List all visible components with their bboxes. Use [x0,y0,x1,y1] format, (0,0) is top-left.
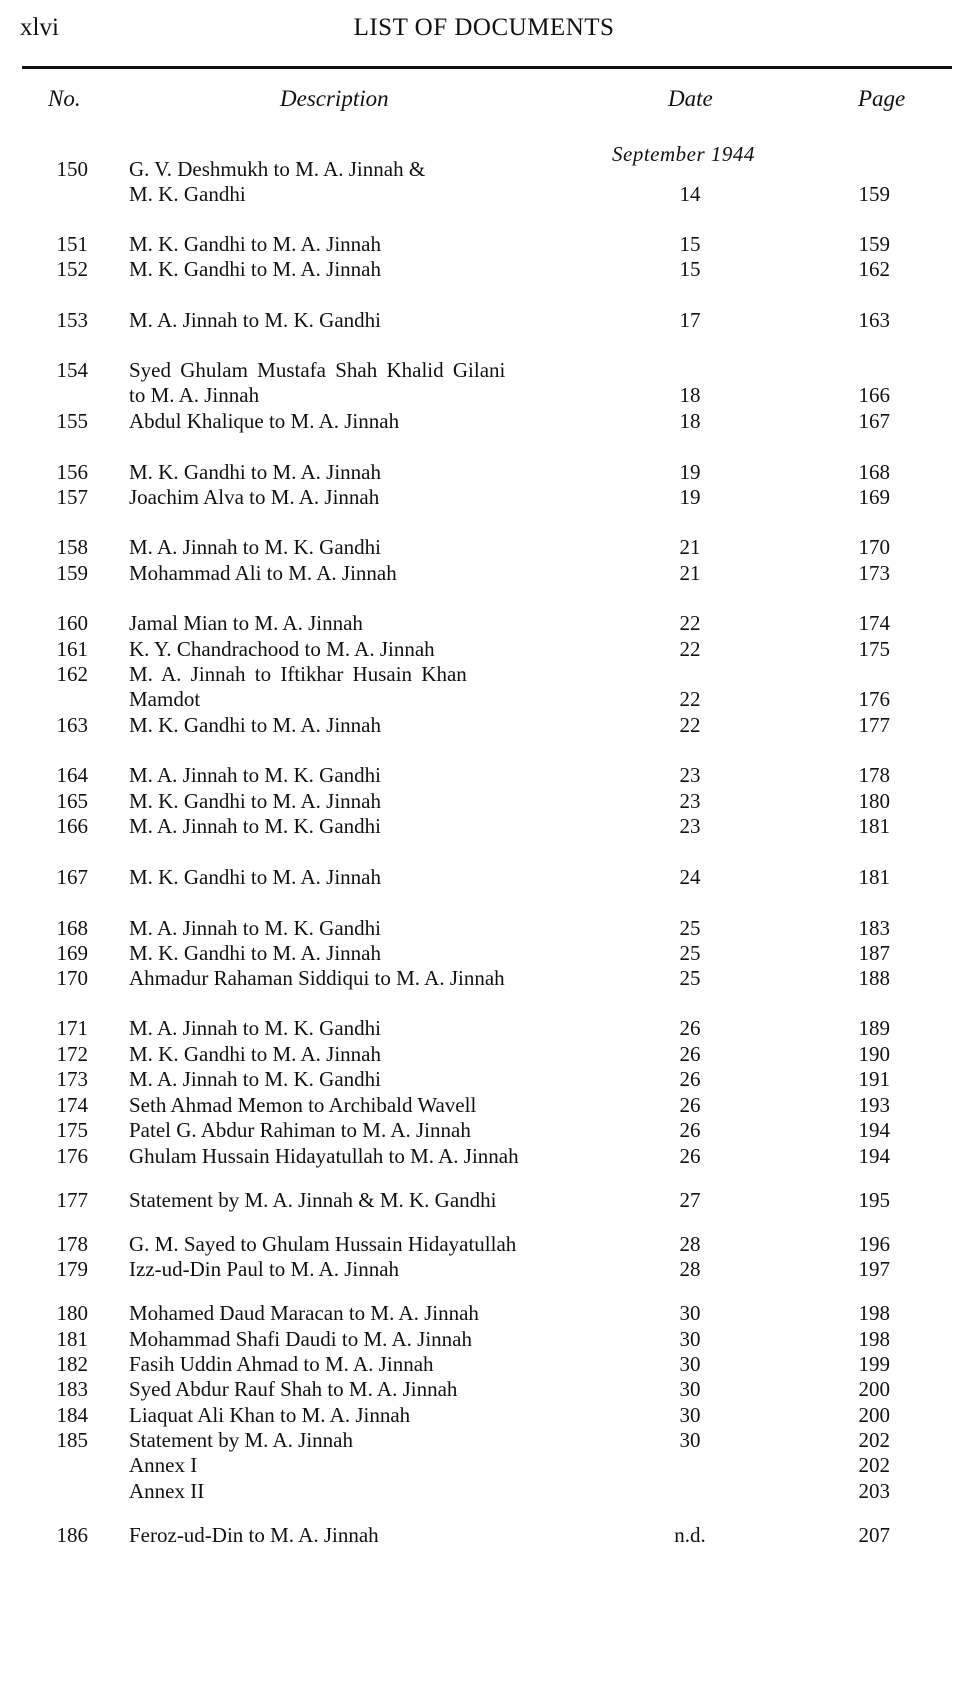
document-page: 194 [858,1118,890,1142]
table-row [0,1427,968,1454]
document-description: M. K. Gandhi to M. A. Jinnah [129,789,381,813]
table-row [0,560,968,587]
document-number: 168 [56,916,88,940]
document-page: 203 [858,1479,890,1503]
document-page: 187 [858,941,890,965]
document-description: to M. A. Jinnah [129,383,260,407]
document-description: M. K. Gandhi to M. A. Jinnah [129,941,381,965]
table-row [0,1143,968,1170]
document-date: 30 [679,1428,701,1452]
table-row [0,1231,968,1258]
document-description: Mohamed Daud Maracan to M. A. Jinnah [129,1301,479,1325]
document-description: Annex II [129,1479,205,1503]
table-row [0,156,968,183]
document-page: 162 [858,257,890,281]
table-row [0,1117,968,1144]
table-row [0,610,968,637]
document-number: 169 [56,941,88,965]
document-page: 181 [858,814,890,838]
document-page: 198 [858,1327,890,1351]
table-row [0,1041,968,1068]
document-description: M. K. Gandhi to M. A. Jinnah [129,257,381,281]
document-page: 175 [858,637,890,661]
document-number: 163 [56,713,88,737]
document-description: K. Y. Chandrachood to M. A. Jinnah [129,637,435,661]
document-page: 193 [858,1093,890,1117]
document-date: 28 [679,1257,701,1281]
document-number: 171 [56,1016,88,1040]
document-number: 157 [56,485,88,509]
document-date: 23 [679,763,701,787]
document-date: 23 [679,814,701,838]
document-page: 202 [858,1453,890,1477]
column-header-no: No. [48,86,81,111]
document-date: 18 [679,383,701,407]
document-description: G. M. Sayed to Ghulam Hussain Hidayatullah [129,1232,517,1256]
document-date: 26 [679,1144,701,1168]
table-row [0,1376,968,1403]
document-date: 19 [679,485,701,509]
document-number: 170 [56,966,88,990]
document-date: 30 [679,1301,701,1325]
document-date: 22 [679,637,701,661]
document-description: Syed Abdur Rauf Shah to M. A. Jinnah [129,1377,458,1401]
document-page: 167 [858,409,890,433]
table-row [0,1522,968,1549]
table-row [0,408,968,435]
document-date: 22 [679,713,701,737]
document-description: G. V. Deshmukh to M. A. Jinnah & [129,157,426,181]
document-page: 202 [858,1428,890,1452]
table-row [0,1300,968,1327]
document-description: Liaquat Ali Khan to M. A. Jinnah [129,1403,411,1427]
document-page: 189 [858,1016,890,1040]
document-description: Joachim Alva to M. A. Jinnah [129,485,380,509]
column-header-description: Description [280,86,389,111]
page-number: xlvi [20,14,59,41]
column-header-page: Page [858,86,906,111]
document-description: Ghulam Hussain Hidayatullah to M. A. Jinnah [129,1144,519,1168]
document-number: 184 [56,1403,88,1427]
document-page: 199 [858,1352,890,1376]
document-description: M. K. Gandhi to M. A. Jinnah [129,460,381,484]
document-page: 174 [858,611,890,635]
document-page: 183 [858,916,890,940]
table-row [0,762,968,789]
document-description: Jamal Mian to M. A. Jinnah [129,611,363,635]
document-number: 180 [56,1301,88,1325]
document-number: 150 [56,157,88,181]
column-header-date: Date [668,86,713,111]
document-date: 21 [679,561,701,585]
document-number: 154 [56,358,88,382]
document-description: M. A. Jinnah to M. K. Gandhi [129,916,381,940]
document-page: 200 [858,1377,890,1401]
document-number: 174 [56,1093,88,1117]
document-date: 17 [679,308,701,332]
table-row [0,256,968,283]
month-heading: September 1944 [612,142,755,166]
table-row [0,307,968,334]
document-description: M. A. Jinnah to Iftikhar Husain Khan [129,662,467,686]
document-date: 26 [679,1016,701,1040]
document-date: 18 [679,409,701,433]
document-number: 181 [56,1327,88,1351]
document-date: 15 [679,257,701,281]
document-date: 22 [679,687,701,711]
document-number: 153 [56,308,88,332]
document-number: 160 [56,611,88,635]
document-description: Seth Ahmad Memon to Archibald Wavell [129,1093,477,1117]
document-page: 198 [858,1301,890,1325]
document-page: 191 [858,1067,890,1091]
document-date: 15 [679,232,701,256]
document-date: 30 [679,1403,701,1427]
document-number: 182 [56,1352,88,1376]
table-row [0,661,968,688]
document-description: M. A. Jinnah to M. K. Gandhi [129,308,381,332]
document-page: 166 [858,383,890,407]
document-page: 180 [858,789,890,813]
document-description: M. K. Gandhi to M. A. Jinnah [129,713,381,737]
document-date: 14 [679,182,701,206]
table-row [0,1326,968,1353]
table-row [0,965,968,992]
header-rule [22,66,952,69]
table-row [0,712,968,739]
document-description: M. A. Jinnah to M. K. Gandhi [129,763,381,787]
document-page: 163 [858,308,890,332]
document-date: 22 [679,611,701,635]
table-row [0,1256,968,1283]
document-page: 170 [858,535,890,559]
document-number: 161 [56,637,88,661]
document-description: M. K. Gandhi to M. A. Jinnah [129,232,381,256]
document-page: 177 [858,713,890,737]
document-description: M. A. Jinnah to M. K. Gandhi [129,814,381,838]
document-number: 166 [56,814,88,838]
document-date: 19 [679,460,701,484]
table-row [0,231,968,258]
document-description: Fasih Uddin Ahmad to M. A. Jinnah [129,1352,434,1376]
running-head-title: LIST OF DOCUMENTS [353,14,615,41]
document-description: Mamdot [129,687,201,711]
document-description: Statement by M. A. Jinnah & M. K. Gandhi [129,1188,497,1212]
document-number: 177 [56,1188,88,1212]
document-number: 185 [56,1428,88,1452]
document-page: 195 [858,1188,890,1212]
document-date: 26 [679,1118,701,1142]
document-number: 158 [56,535,88,559]
document-page: 159 [858,182,890,206]
document-page: 169 [858,485,890,509]
document-number: 183 [56,1377,88,1401]
document-description: M. K. Gandhi to M. A. Jinnah [129,865,381,889]
table-row [0,459,968,486]
document-number: 152 [56,257,88,281]
table-row [0,1478,968,1505]
table-row [0,1187,968,1214]
document-description: M. A. Jinnah to M. K. Gandhi [129,535,381,559]
document-date: 30 [679,1327,701,1351]
document-page: 168 [858,460,890,484]
document-page: 197 [858,1257,890,1281]
document-page: 200 [858,1403,890,1427]
table-row [0,357,968,384]
table-row [0,813,968,840]
document-description: Patel G. Abdur Rahiman to M. A. Jinnah [129,1118,471,1142]
document-page: 178 [858,763,890,787]
document-date: 25 [679,941,701,965]
document-date: 26 [679,1093,701,1117]
document-page: 196 [858,1232,890,1256]
document-number: 179 [56,1257,88,1281]
document-page: 181 [858,865,890,889]
table-row [0,636,968,663]
table-row [0,1402,968,1429]
document-date: 25 [679,966,701,990]
document-number: 155 [56,409,88,433]
table-row [0,382,968,409]
document-description: Mohammad Shafi Daudi to M. A. Jinnah [129,1327,472,1351]
table-row [0,1351,968,1378]
document-description: Ahmadur Rahaman Siddiqui to M. A. Jinnah [129,966,505,990]
document-number: 186 [56,1523,88,1547]
table-row [0,788,968,815]
table-row [0,915,968,942]
document-page: 188 [858,966,890,990]
document-description: Feroz-ud-Din to M. A. Jinnah [129,1523,379,1547]
table-row [0,864,968,891]
document-page: 176 [858,687,890,711]
document-date: 27 [679,1188,701,1212]
document-date: 23 [679,789,701,813]
table-row [0,484,968,511]
document-number: 156 [56,460,88,484]
document-number: 165 [56,789,88,813]
document-description: Abdul Khalique to M. A. Jinnah [129,409,400,433]
document-number: 164 [56,763,88,787]
document-date: 26 [679,1067,701,1091]
document-number: 176 [56,1144,88,1168]
document-date: 30 [679,1377,701,1401]
document-date: 24 [679,865,701,889]
table-row [0,534,968,561]
document-date: n.d. [674,1523,706,1547]
document-description: Syed Ghulam Mustafa Shah Khalid Gilani [129,358,506,382]
document-number: 167 [56,865,88,889]
document-number: 151 [56,232,88,256]
document-description: M. K. Gandhi [129,182,246,206]
document-number: 172 [56,1042,88,1066]
table-row [0,1092,968,1119]
document-number: 173 [56,1067,88,1091]
table-row [0,1452,968,1479]
document-date: 26 [679,1042,701,1066]
document-description: M. A. Jinnah to M. K. Gandhi [129,1067,381,1091]
document-date: 21 [679,535,701,559]
document-description: Izz-ud-Din Paul to M. A. Jinnah [129,1257,400,1281]
document-page: 194 [858,1144,890,1168]
document-date: 30 [679,1352,701,1376]
document-number: 159 [56,561,88,585]
table-row [0,940,968,967]
document-number: 178 [56,1232,88,1256]
document-description: Mohammad Ali to M. A. Jinnah [129,561,397,585]
table-row [0,181,968,208]
document-date: 28 [679,1232,701,1256]
document-page: 190 [858,1042,890,1066]
document-description: Statement by M. A. Jinnah [129,1428,353,1452]
document-description: M. A. Jinnah to M. K. Gandhi [129,1016,381,1040]
document-date: 25 [679,916,701,940]
document-page: 173 [858,561,890,585]
table-row [0,1066,968,1093]
document-number: 162 [56,662,88,686]
document-description: Annex I [129,1453,198,1477]
table-row [0,686,968,713]
table-row [0,1015,968,1042]
document-description: M. K. Gandhi to M. A. Jinnah [129,1042,381,1066]
document-page: 207 [858,1523,890,1547]
document-page: 159 [858,232,890,256]
document-number: 175 [56,1118,88,1142]
